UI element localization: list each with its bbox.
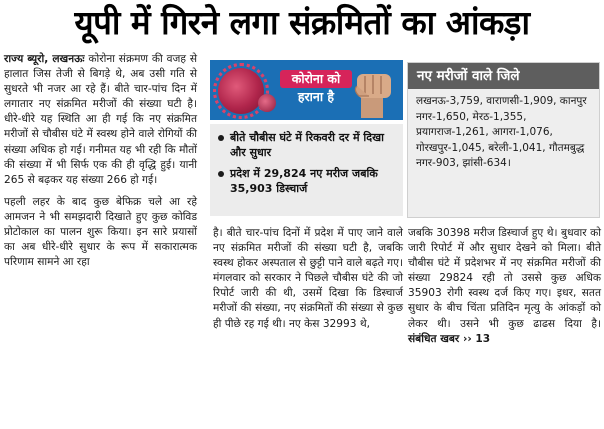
article-column-3 [408, 226, 601, 347]
banner-line-1: कोरोना को [280, 70, 352, 88]
paragraph-1-text: कोरोना संक्रमण की वजह से हालात जिस तेजी से बिगड़े थे, अब उसी गति से सुधरते भी नजर आ रहे हैं। बीते चार-पांच दिन में लगातार नए संक्रमित मरीजों की संख्या घटी है। धीरे-धीरे यह स्थिति आ ही गई कि नए संक्रमित मरीजों से चौबीस घंटे में स्वस्थ होने वाले रोगियों की संख्या अधिक हो गई। गनीमत यह भी रही कि मौतों की संख्या में भी सिर्फ एक की ही वृद्धि हुई। यानी 265 से बढ़कर यह संख्या 266 हो गई। [4, 53, 197, 186]
districts-title: नए मरीजों वाले जिले [408, 63, 599, 89]
byline: राज्य ब्यूरो, लखनऊः [4, 53, 85, 65]
related-news-page: 13 [475, 332, 491, 345]
banner-line-2: हराना है [297, 89, 335, 104]
headline: यूपी में गिरने लगा संक्रमितों का आंकड़ा [74, 3, 530, 42]
highlight-item: प्रदेश में 29,824 नए मरीज जबकि 35,903 डिस्चार्ज [216, 166, 397, 196]
paragraph-1 [4, 52, 197, 188]
column-3-paragraph [408, 226, 601, 347]
paragraph-2: पहली लहर के बाद कुछ बेफिक्र चले आ रहे आमजन ने भी समझदारी दिखाते हुए कुछ कोविड प्रोटोकाल का पालन शुरू किया। इन सारे प्रयासों का अब धीरे-धीरे सुधार के रूप में सकारात्मक परिणाम सामने आ रहा [4, 195, 197, 269]
banner-text [280, 70, 352, 106]
article-column-1 [4, 52, 197, 270]
double-chevron-icon: ›› [462, 332, 472, 345]
virus-icon [218, 68, 264, 114]
virus-small-icon [258, 94, 276, 112]
column-3-text: जबकि 30398 मरीज डिस्चार्ज हुए थे। बुधवार को जारी रिपोर्ट में और सुधार देखने को मिला। बीते चौबीस घंटे में प्रदेशभर में नए संक्रमित मरीजों की संख्या 29824 रही तो उससे कुछ अधिक 35903 रोगी स्वस्थ दर्ज किए गए। इधर, सतत सुधार के बीच चिंता प्रतिदिन मृत्यु के आंकड़ों को लेकर थी। उसने भी कुछ ढाढस दिया है। [408, 227, 601, 330]
related-news-link[interactable] [408, 333, 490, 345]
column-2-text: है। बीते चार-पांच दिनों में प्रदेश में पाए जाने वाले नए संक्रमित मरीजों की संख्या घटी है, जबकि स्वस्थ होकर अस्पताल से छुट्टी पाने वाले बढ़ते गए। मंगलवार को सरकार ने पिछले चौबीस घंटे की जो रिपोर्ट जारी की थी, उसमें दिखा कि डिस्चार्ज मरीजों की संख्या, नए संक्रमितों की संख्या से कुछ ही पीछे रह गई थी। नए केस 32993 थे, [213, 227, 403, 330]
districts-list: लखनऊ-3,759, वाराणसी-1,909, कानपुर नगर-1,650, मेरठ-1,355, प्रयागराज-1,261, आगरा-1,076, गोरखपुर-1,045, बरेली-1,041, गौतमबुद्ध नगर-903, झांसी-634। [416, 95, 587, 170]
related-news-label: संबंधित खबर [408, 332, 460, 345]
highlights-box [210, 124, 403, 216]
districts-box [407, 62, 600, 218]
article-column-2 [213, 226, 403, 332]
corona-banner [210, 60, 403, 120]
highlight-item: बीते चौबीस घंटे में रिकवरी दर में दिखा और सुधार [216, 130, 397, 160]
raised-fist-icon [351, 64, 397, 118]
